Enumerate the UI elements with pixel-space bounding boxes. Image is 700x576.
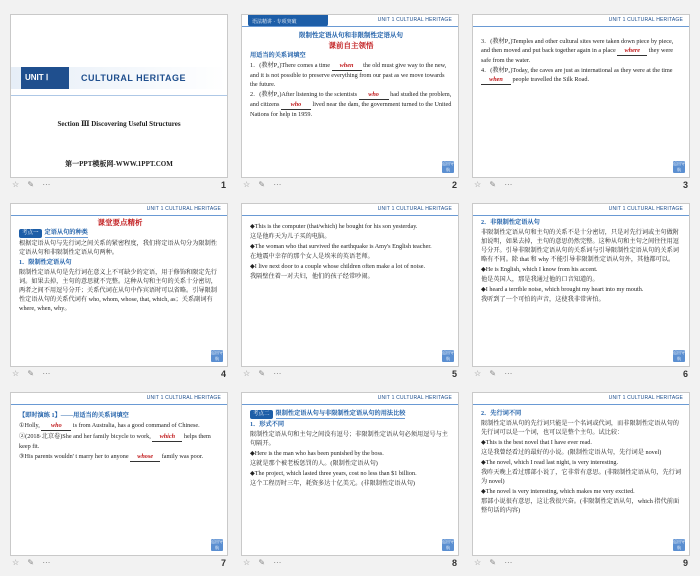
- footer-icons[interactable]: ☆ ✎ ⋯: [474, 369, 516, 378]
- exercise-item: [250, 90, 452, 119]
- answer-blank: whose: [130, 452, 160, 462]
- slide-subheading: 课前自主领悟: [328, 41, 374, 50]
- example-line: 这个工程历时三年，耗资多达十亿美元。(非限制性定语从句): [250, 480, 415, 487]
- header-unit: UNIT 1 CULTURAL HERITAGE: [146, 206, 221, 212]
- item-text: ②(2018·北京卷)She and her family bicycle to work,: [19, 433, 153, 440]
- intro-text: 根据定语从句与先行词之间关系的紧密程度，我们将定语从句分为限制性定语从句和非限制性定语从句两种。: [19, 240, 217, 256]
- slide-number: 8: [451, 558, 457, 568]
- item-text: lived near the dam, the government turned to the United Nations for help in 1959.: [250, 101, 452, 118]
- back-nav-button[interactable]: 返回导航: [442, 350, 454, 361]
- item-text: they were safe from the water.: [481, 47, 674, 64]
- header-line: [473, 215, 689, 216]
- slide-footer: [10, 180, 228, 190]
- example-line: 那部小说很有意思，这让我很兴奋。(非限制性定语从句，which 指代前面整句话的内容): [481, 498, 680, 514]
- slide-footer: [472, 369, 690, 379]
- sub-heading: 2．先行词不同: [481, 410, 522, 417]
- example-line: ◆The novel, which I read last night, is very interesting.: [481, 459, 619, 466]
- slide-header: [11, 393, 227, 405]
- cover-site: 第一PPT模板网-WWW.1PPT.COM: [65, 160, 173, 168]
- point-title: 定语从句的种类: [44, 229, 88, 236]
- slide-footer: [10, 369, 228, 379]
- example-line: 这是我曾经看过的最好的小说。(限制性定语从句，先行词是 novel): [481, 449, 662, 456]
- slide-thumb-2[interactable]: [241, 14, 459, 188]
- slide-heading: 课堂要点精析: [97, 218, 143, 227]
- exercise-label: 用适当的关系词填空: [250, 52, 306, 59]
- item-text: people travelled the Silk Road.: [511, 76, 590, 83]
- example-line: 我听到了一个可怕的声音，这使我非常害怕。: [481, 296, 605, 303]
- slide-5[interactable]: [241, 203, 459, 367]
- kaodian-badge: 考点一: [19, 229, 42, 238]
- item-text: ③His parents wouldn' t marry her to anyone: [19, 453, 131, 460]
- slide-6[interactable]: [472, 203, 690, 367]
- slide-thumb-7[interactable]: [10, 392, 228, 566]
- sub-heading: 1．形式不同: [250, 421, 285, 428]
- slide-footer: [10, 558, 228, 568]
- slide-heading: 限制性定语从句和非限制性定语从句: [299, 32, 403, 39]
- cover-section: Section Ⅲ Discovering Useful Structures: [57, 120, 181, 128]
- item-text: 2．(教材P₂)After listening to the scientists: [250, 91, 359, 98]
- header-unit: UNIT 1 CULTURAL HERITAGE: [377, 17, 452, 23]
- header-line: [242, 404, 458, 405]
- slide-thumb-8[interactable]: [241, 392, 459, 566]
- item-text: is from Australia, has a good command of Chinese.: [71, 422, 200, 429]
- item-text: 3．(教材P₂)Temples and other cultural sites were taken down piece by piece, and then moved and put back together again in a place: [481, 38, 674, 54]
- slide-number: 4: [220, 369, 226, 379]
- slide-header: [11, 204, 227, 216]
- point-line: [19, 228, 221, 238]
- footer-icons[interactable]: ☆ ✎ ⋯: [12, 369, 54, 378]
- header-line: [11, 215, 227, 216]
- slide-number: 6: [682, 369, 688, 379]
- exercise-item: [250, 61, 452, 89]
- slide-body: [250, 222, 452, 282]
- slide-7[interactable]: [10, 392, 228, 556]
- item-text: had studied the problem, and citizens: [250, 91, 452, 108]
- example-line: ◆This is the best novel that I have ever read.: [481, 439, 592, 446]
- footer-icons[interactable]: ☆ ✎ ⋯: [474, 558, 516, 567]
- slide-thumb-1[interactable]: [10, 14, 228, 188]
- exercise-item: [481, 66, 683, 85]
- header-line: [242, 215, 458, 216]
- header-unit: UNIT 1 CULTURAL HERITAGE: [377, 206, 452, 212]
- footer-icons[interactable]: ☆ ✎ ⋯: [243, 180, 285, 189]
- example-line: ◆This is the computer (that/which) he bought for his son yesterday.: [250, 223, 418, 230]
- item-text: ①Holly,: [19, 422, 42, 429]
- sub-heading: 1．限制性定语从句: [19, 259, 72, 266]
- slide-header: [473, 393, 689, 405]
- exercise-item: [19, 452, 221, 462]
- answer-blank: who: [281, 100, 311, 110]
- body-text: 非限制性定语从句和主句的关系不是十分密切，只是对先行词或主句做附加说明，如果去掉，主句的意思仍然完整。这种从句和主句之间往往用逗号分开。引导非限制性定语从句的关系词与引导限制性定语从句的关系词略有不同。除 that 和 why 不能引导非限制性定语从句外，其他都可以。: [481, 229, 679, 263]
- example-line: ◆The project, which lasted three years, cost no less than $1 billion.: [250, 470, 417, 477]
- back-nav-button[interactable]: 返回导航: [442, 161, 454, 172]
- slide-header: [242, 204, 458, 216]
- slide-number: 3: [682, 180, 688, 190]
- slide-thumb-6[interactable]: [472, 203, 690, 377]
- slide-footer: [472, 558, 690, 568]
- slide-footer: [241, 558, 459, 568]
- header-line: [473, 26, 689, 27]
- example-line: ◆The novel is very interesting, which makes me very excited.: [481, 488, 635, 495]
- slide-body: [250, 409, 452, 489]
- kaodian-badge: 考点二: [250, 410, 273, 419]
- point-line: [250, 409, 452, 419]
- footer-icons[interactable]: ☆ ✎ ⋯: [243, 369, 285, 378]
- back-nav-button[interactable]: 返回导航: [673, 350, 685, 361]
- header-unit: UNIT 1 CULTURAL HERITAGE: [377, 395, 452, 401]
- slide-body: [19, 218, 221, 314]
- exercise-item: [19, 421, 221, 431]
- example-line: 我昨天晚上看过那部小说了，它非常有意思。(非限制性定语从句，先行词为 novel): [481, 469, 682, 485]
- example-line: 他是英国人，那是我通过他的口音知道的。: [481, 276, 599, 283]
- body-text: 限制性定语从句和主句之间没有逗号；非限制性定语从句必须用逗号与主句隔开。: [250, 431, 448, 447]
- slide-body: [481, 218, 683, 305]
- answer-blank: when: [481, 75, 511, 85]
- slide-body: [481, 37, 683, 86]
- example-line: ◆The woman who that survived the earthquake is Amy's English teacher.: [250, 243, 432, 250]
- header-line: [473, 404, 689, 405]
- item-text: 4．(教材P₂)Today, the caves are just as international as they were at the time: [481, 67, 673, 74]
- answer-blank: who: [359, 90, 389, 100]
- header-unit: UNIT 1 CULTURAL HERITAGE: [608, 206, 683, 212]
- slide-body: [19, 411, 221, 463]
- body-text: 限制性定语从句是先行词在意义上不可缺少的定语，用于修饰和限定先行词。如果去掉，主句的意思就不完整。这种从句和主句的关系十分密切，两者之间不用逗号分开；关系代词在从句中作宾语时可以省略。引导限制性定语从句的关系代词有 who, whom, whose, that, which, as；关系副词有 where, when, why。: [19, 269, 217, 312]
- slide-number: 9: [682, 558, 688, 568]
- cover-unit-box: UNIT Ⅰ: [21, 67, 69, 89]
- footer-icons[interactable]: ☆ ✎ ⋯: [12, 180, 54, 189]
- answer-blank: who: [41, 421, 71, 431]
- example-line: ◆I live next door to a couple whose children often make a lot of noise.: [250, 263, 426, 270]
- slide-thumb-4[interactable]: [10, 203, 228, 377]
- point-title: 限制性定语从句与非限制性定语从句的用法比较: [275, 410, 406, 417]
- example-line: 这就是那个被老板惩罚的人。(限制性定语从句): [250, 460, 378, 467]
- item-text: the old must give way to the new, and it is not possible to preserve everything from our past as we move towards the future.: [250, 62, 447, 88]
- sub-heading: 2．非限制性定语从句: [481, 219, 540, 226]
- answer-blank: when: [332, 61, 362, 71]
- slide-header: [473, 15, 689, 27]
- slide-1[interactable]: [10, 14, 228, 178]
- exercise-item: [481, 37, 683, 65]
- slide-header: [473, 204, 689, 216]
- slide-8[interactable]: [241, 392, 459, 556]
- slide-header: [242, 393, 458, 405]
- back-nav-button[interactable]: 返回导航: [673, 539, 685, 550]
- footer-icons[interactable]: ☆ ✎ ⋯: [12, 558, 54, 567]
- example-line: 这是他昨天为儿子买的电脑。: [250, 233, 331, 240]
- example-line: 在地震中幸存的那个女人是埃米的英语老师。: [250, 253, 374, 260]
- example-line: ◆Here is the man who has been punished by the boss.: [250, 450, 384, 457]
- item-text: 1．(教材P₂)There comes a time: [250, 62, 332, 69]
- cover-title: CULTURAL HERITAGE: [81, 73, 186, 83]
- answer-blank: which: [152, 432, 182, 442]
- slide-body: [481, 409, 683, 516]
- slide-thumb-5[interactable]: [241, 203, 459, 377]
- cover-divider: [11, 95, 227, 99]
- back-nav-button[interactable]: 返回导航: [442, 539, 454, 550]
- slide-number: 7: [220, 558, 226, 568]
- slide-2[interactable]: [241, 14, 459, 178]
- header-unit: UNIT 1 CULTURAL HERITAGE: [608, 395, 683, 401]
- slide-number: 1: [220, 180, 226, 190]
- slide-9[interactable]: [472, 392, 690, 556]
- footer-icons[interactable]: ☆ ✎ ⋯: [474, 180, 516, 189]
- exercise-item: [19, 432, 221, 451]
- body-text: 限制性定语从句的先行词只能是一个名词或代词，而非限制性定语从句的先行词可以是一个词，也可以是整个主句。试比较：: [481, 420, 679, 436]
- header-unit: UNIT 1 CULTURAL HERITAGE: [146, 395, 221, 401]
- header-line: [242, 26, 458, 27]
- back-nav-button[interactable]: 返回导航: [211, 350, 223, 361]
- example-line: ◆He is English, which I know from his accent.: [481, 266, 598, 273]
- header-unit: UNIT 1 CULTURAL HERITAGE: [608, 17, 683, 23]
- slide-number: 2: [451, 180, 457, 190]
- answer-blank: where: [617, 46, 647, 56]
- back-nav-button[interactable]: 返回导航: [211, 539, 223, 550]
- header-ribbon: 语法精讲 · 专项突破: [248, 15, 328, 27]
- slide-4[interactable]: [10, 203, 228, 367]
- footer-icons[interactable]: ☆ ✎ ⋯: [243, 558, 285, 567]
- exercise-label: 【即时演练 1】——用适当的关系词填空: [19, 412, 129, 419]
- back-nav-button[interactable]: 返回导航: [673, 161, 685, 172]
- slide-number: 5: [451, 369, 457, 379]
- slide-footer: [241, 180, 459, 190]
- header-line: [11, 404, 227, 405]
- slide-body: [250, 31, 452, 120]
- example-line: 我隔壁住着一对夫妇，他们的孩子经常吵闹。: [250, 273, 374, 280]
- slide-thumb-3[interactable]: [472, 14, 690, 188]
- item-text: helps them keep fit.: [19, 433, 211, 450]
- example-line: ◆I heard a terrible noise, which brought my heart into my mouth.: [481, 286, 644, 293]
- item-text: family was poor.: [160, 453, 204, 460]
- slide-thumb-9[interactable]: [472, 392, 690, 566]
- slide-footer: [472, 180, 690, 190]
- slide-3[interactable]: [472, 14, 690, 178]
- slide-footer: [241, 369, 459, 379]
- slide-header: [242, 15, 458, 27]
